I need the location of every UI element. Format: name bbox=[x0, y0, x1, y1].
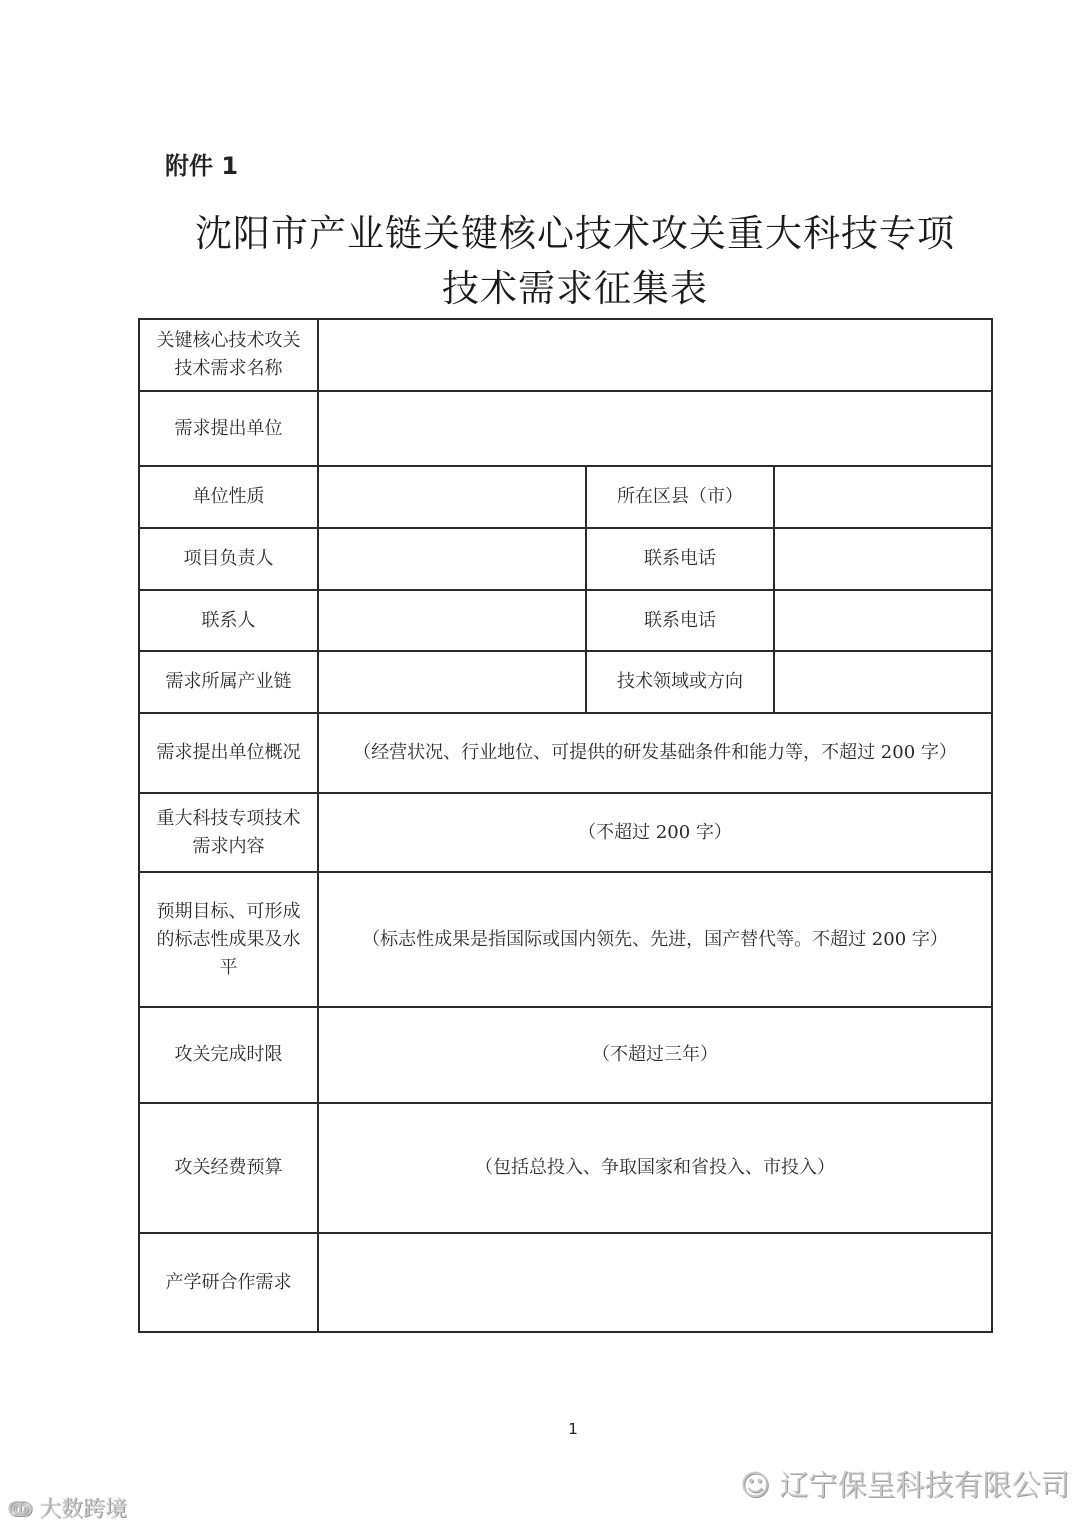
table-row bbox=[139, 1103, 992, 1233]
table-row bbox=[139, 590, 992, 651]
label-lead-phone: 联系电话 bbox=[586, 528, 774, 590]
label-project-lead: 项目负责人 bbox=[139, 528, 318, 590]
table-row bbox=[139, 793, 992, 872]
document-title-line1: 沈阳市产业链关键核心技术攻关重大科技专项 bbox=[195, 212, 955, 255]
page-number: 1 bbox=[568, 1420, 578, 1438]
field-unit-nature[interactable] bbox=[318, 466, 586, 528]
field-time-limit[interactable]: （不超过三年） bbox=[318, 1007, 992, 1103]
label-unit-overview: 需求提出单位概况 bbox=[139, 713, 318, 793]
label-unit-nature: 单位性质 bbox=[139, 466, 318, 528]
field-tech-field[interactable] bbox=[774, 651, 992, 713]
field-contact[interactable] bbox=[318, 590, 586, 651]
watermark-source-text: 大数跨境 bbox=[39, 1497, 128, 1522]
table-row bbox=[139, 319, 992, 391]
demand-form-table bbox=[138, 318, 993, 1333]
field-contact-phone[interactable] bbox=[774, 590, 992, 651]
field-budget[interactable]: （包括总投入、争取国家和省投入、市投入） bbox=[318, 1103, 992, 1233]
field-lead-phone[interactable] bbox=[774, 528, 992, 590]
field-tech-demand-name[interactable] bbox=[318, 319, 992, 391]
attachment-label: 附件 1 bbox=[165, 152, 239, 180]
watermark-source bbox=[8, 1492, 127, 1523]
label-demand-content: 重大科技专项技术需求内容 bbox=[139, 793, 318, 872]
table-row bbox=[139, 1007, 992, 1103]
field-project-lead[interactable] bbox=[318, 528, 586, 590]
label-district: 所在区县（市） bbox=[586, 466, 774, 528]
field-cooperation[interactable] bbox=[318, 1233, 992, 1332]
label-demand-unit: 需求提出单位 bbox=[139, 391, 318, 466]
field-industry-chain[interactable] bbox=[318, 651, 586, 713]
field-demand-unit[interactable] bbox=[318, 391, 992, 466]
table-row bbox=[139, 651, 992, 713]
field-unit-overview[interactable]: （经营状况、行业地位、可提供的研发基础条件和能力等，不超过 200 字） bbox=[318, 713, 992, 793]
label-expected-goals: 预期目标、可形成的标志性成果及水平 bbox=[139, 872, 318, 1007]
watermark-company-text: 辽宁保呈科技有限公司 bbox=[779, 1468, 1070, 1502]
table-row bbox=[139, 1233, 992, 1332]
logo-icon: ↈ bbox=[8, 1497, 40, 1522]
table-row bbox=[139, 466, 992, 528]
label-contact: 联系人 bbox=[139, 590, 318, 651]
field-demand-content[interactable]: （不超过 200 字） bbox=[318, 793, 992, 872]
table-row bbox=[139, 528, 992, 590]
table-row bbox=[139, 713, 992, 793]
field-district[interactable] bbox=[774, 466, 992, 528]
label-budget: 攻关经费预算 bbox=[139, 1103, 318, 1233]
wechat-icon: ☺ bbox=[740, 1468, 780, 1502]
table-row bbox=[139, 872, 992, 1007]
field-expected-goals[interactable]: （标志性成果是指国际或国内领先、先进，国产替代等。不超过 200 字） bbox=[318, 872, 992, 1007]
watermark-company bbox=[740, 1463, 1069, 1504]
label-time-limit: 攻关完成时限 bbox=[139, 1007, 318, 1103]
label-tech-demand-name: 关键核心技术攻关技术需求名称 bbox=[139, 319, 318, 391]
label-tech-field: 技术领域或方向 bbox=[586, 651, 774, 713]
label-contact-phone: 联系电话 bbox=[586, 590, 774, 651]
label-industry-chain: 需求所属产业链 bbox=[139, 651, 318, 713]
label-cooperation: 产学研合作需求 bbox=[139, 1233, 318, 1332]
table-row bbox=[139, 391, 992, 466]
document-title-line2: 技术需求征集表 bbox=[442, 267, 708, 310]
